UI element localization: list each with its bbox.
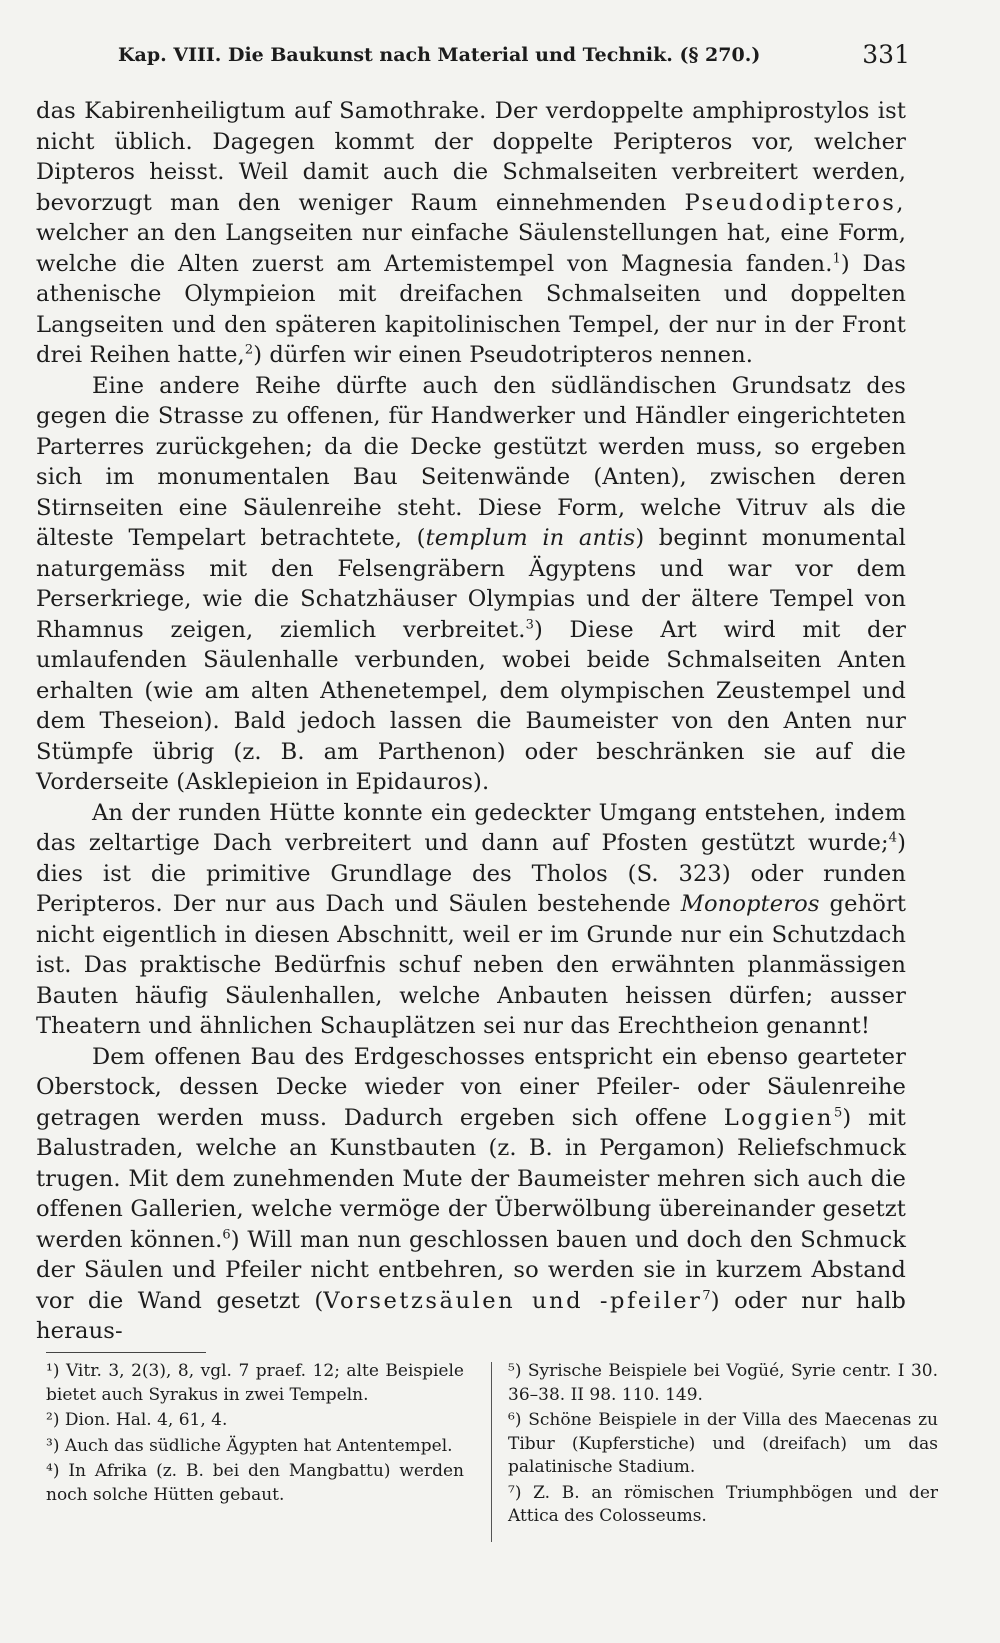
text-span: ) dürfen wir einen Pseudotripteros nennen. bbox=[253, 342, 754, 368]
text-span: ) oder nur halb heraus- bbox=[36, 1287, 906, 1344]
footnote-rule bbox=[46, 1352, 206, 1353]
running-header bbox=[40, 40, 910, 74]
footnote-ref-3: 3 bbox=[525, 616, 534, 632]
footnote-7: ⁷) Z. B. an römischen Triumphbögen und der Attica des Colosseums. bbox=[508, 1482, 938, 1526]
text-span: ) Das athenische Olympieion mit dreifachen Schmalseiten und doppelten Langseiten und den späteren kapitolinischen Tempel, der nur in der Front drei Reihen hatte, bbox=[36, 250, 906, 368]
spaced-term: Vorsetzsäulen und -pfeiler bbox=[323, 1287, 703, 1314]
italic-term: templum in antis bbox=[425, 525, 636, 551]
text-span: ) dies ist die primitive Grundlage des Tholos (S. 323) oder runden Peripteros. Der nur aus Dach und Säulen bestehende bbox=[36, 830, 906, 917]
footnote-ref-2: 2 bbox=[244, 342, 254, 358]
footnotes-left-column bbox=[46, 1360, 464, 1509]
footnote-1: ¹) Vitr. 3, 2(3), 8, vgl. 7 praef. 12; alte Beispiele bietet auch Syrakus in zwei Tempeln. bbox=[46, 1361, 464, 1405]
footnote-3: ³) Auch das südliche Ägypten hat Antentempel. bbox=[46, 1435, 453, 1456]
footnote-ref-5: 5 bbox=[833, 1104, 843, 1120]
italic-term: Monopteros bbox=[680, 891, 820, 917]
footnote-2: ²) Dion. Hal. 4, 61, 4. bbox=[46, 1410, 228, 1430]
text-span: Dem offenen Bau des Erdgeschosses entspricht ein ebenso gearteter Oberstock, dessen Decke wieder von einer Pfeiler- oder Säulenreihe getragen werden muss. Dadurch ergeben sich offene bbox=[36, 1043, 906, 1131]
text-span: gehört nicht eigentlich in diesen Abschnitt, weil er im Grunde nur ein Schutzdach ist. Das praktische Bedürfnis schuf neben den erwähnten planmässigen Bauten häufig Säulenhallen, welche Anbauten heissen dürfen; ausser Theatern und ähnlichen Schauplätzen sei nur das Erechtheion genannt! bbox=[36, 891, 907, 1039]
footnote-ref-4: 4 bbox=[888, 830, 898, 846]
text-span: welcher an den Langseiten nur einfache Säulenstellungen hat, eine Form, welche die Alten zuerst am Artemistempel von Magnesia fanden. bbox=[36, 220, 906, 277]
spaced-term: Loggien bbox=[723, 1104, 834, 1131]
text-span: Eine andere Reihe dürfte auch den südländischen Grundsatz des gegen die Strasse zu offenen, für Handwerker und Händler eingerichteten Parterres zurückgehen; da die Decke gestützt werden muss, so ergeben sich im monumentalen Bau Seitenwände (Anten), zwischen deren Stirnseiten eine Säulenreihe steht. Diese Form, welche Vitruv als die älteste Tempelart betrachtete, ( bbox=[36, 372, 906, 551]
text-span: ) Will man nun geschlossen bauen und doch den Schmuck der Säulen und Pfeiler nicht entbehren, so werden sie in kurzem Abstand vor die Wand gesetzt ( bbox=[36, 1226, 906, 1314]
paragraph-4 bbox=[36, 1042, 906, 1347]
text-span: ) mit Balustraden, welche an Kunstbauten (z. B. in Pergamon) Reliefschmuck trugen. Mit dem zunehmenden Mute der Baumeister mehren sich auch die offenen Gallerien, welche vermöge der Überwölbung übereinander gesetzt werden können. bbox=[36, 1104, 906, 1253]
footnote-5: ⁵) Syrische Beispiele bei Vogüé, Syrie centr. I 30. 36–38. II 98. 110. 149. bbox=[508, 1361, 938, 1405]
spaced-term: Pseudodipteros, bbox=[684, 189, 906, 216]
text-span: An der runden Hütte konnte ein gedeckter Umgang entstehen, indem das zeltartige Dach verbreitert und dann auf Pfosten gestützt wurde; bbox=[36, 799, 906, 856]
footnote-ref-6: 6 bbox=[222, 1226, 231, 1242]
paragraph-2 bbox=[36, 371, 906, 798]
main-text bbox=[36, 96, 906, 1347]
footnote-ref-1: 1 bbox=[832, 250, 841, 266]
text-span: ) Diese Art wird mit der umlaufenden Säulenhalle verbunden, wobei beide Schmalseiten Anten erhalten (wie am alten Athenetempel, dem olympischen Zeustempel und dem Theseion). Bald jedoch lassen die Baumeister von den Anten nur Stümpfe übrig (z. B. am Parthenon) oder beschränken sie auf die Vorderseite (Asklepieion in Epidauros). bbox=[36, 616, 906, 795]
footnote-column-divider bbox=[491, 1362, 492, 1542]
footnote-6: ⁶) Schöne Beispiele in der Villa des Maecenas zu Tibur (Kupferstiche) und (dreifach) um das palatinische Stadium. bbox=[508, 1410, 938, 1477]
page-number: 331 bbox=[862, 40, 910, 69]
footnotes-right-column bbox=[508, 1360, 938, 1531]
paragraph-1 bbox=[36, 96, 906, 371]
text-span: das Kabirenheiligtum auf Samothrake. Der verdoppelte amphiprostylos ist nicht üblich. Dagegen kommt der doppelte Peripteros vor, welcher Dipteros heisst. Weil damit auch die Schmalseiten verbreitert werden, bevorzugt man den weniger Raum einnehmenden bbox=[36, 98, 906, 216]
paragraph-3 bbox=[36, 798, 906, 1042]
running-title: Kap. VIII. Die Baukunst nach Material und Technik. (§ 270.) bbox=[118, 44, 761, 66]
footnote-ref-7: 7 bbox=[702, 1287, 711, 1303]
text-span: ) beginnt monumental naturgemäss mit den Felsengräbern Ägyptens und war vor dem Perserkriege, wie die Schatzhäuser Olympias und der ältere Tempel von Rhamnus zeigen, ziemlich verbreitet. bbox=[36, 525, 906, 643]
footnote-4: ⁴) In Afrika (z. B. bei den Mangbattu) werden noch solche Hütten gebaut. bbox=[46, 1461, 464, 1505]
